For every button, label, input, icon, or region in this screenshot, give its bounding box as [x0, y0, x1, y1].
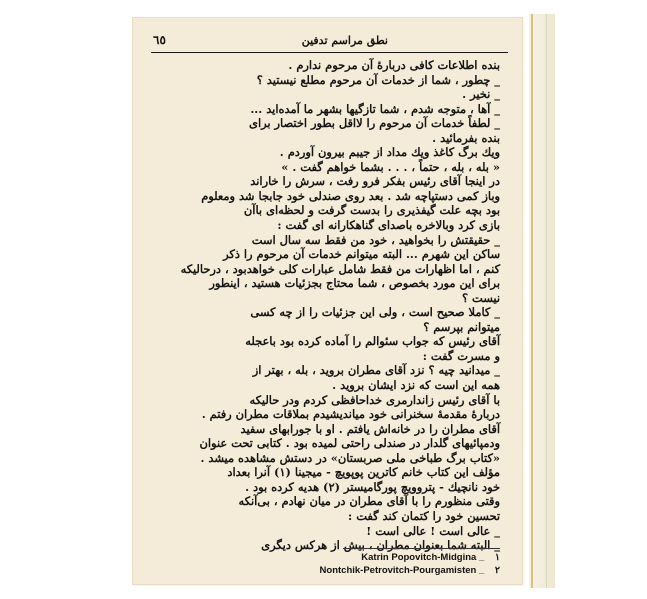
text-line: همه این است که نزد ایشان بروید . — [332, 378, 500, 393]
text-line: _ عالی است ! عالی است ! — [366, 523, 500, 538]
footnote: Katrin Popovitch-Midgina _ ١ — [361, 552, 500, 563]
text-line: میتوانم بپرسم ؟ — [423, 319, 500, 334]
footnotes — [243, 551, 500, 577]
footnote-number: ١ — [494, 552, 500, 563]
text-line: بنده اطلاعات کافی دربارهٔ آن مرحوم ندارم . — [288, 58, 500, 72]
header-rule — [151, 52, 508, 53]
text-line: آقای رئیس که جواب سئوالم را آماده کرده بود باعجله — [245, 334, 500, 349]
text-line: تحسین خود را کتمان کند گفت : — [348, 508, 500, 523]
text-line: _ میدانید چیه ؟ نزد آقای مطران بروید ، بله ، بهتر از — [252, 363, 500, 378]
text-line: ویك برگ کاغذ ویك مداد از جیبم بیرون آوردم . — [279, 145, 500, 160]
text-line: دربارهٔ مقدمهٔ سخنرانی خود میاندیشیدم بملاقات مطران رفتم . — [201, 407, 500, 422]
text-line: _ لطفاً خدمات آن مرحوم را لااقل بطور اختصار برای — [249, 116, 500, 131]
text-line: بود بچه علت گیفذیری را بدست گرفت و لحظه‌ای باآن — [243, 203, 500, 218]
text-line: نیست ؟ — [462, 290, 500, 305]
footnote-text: Katrin Popovitch-Midgina — [361, 552, 477, 563]
footnote-text: Nontchik-Petrovitch-Pourgamisten — [319, 565, 477, 576]
text-line: و مسرت گفت : — [422, 348, 500, 363]
text-line: ودمپائیهای گلدار در صندلی راحتی لمیده بود . کتابی تحت عنوان — [199, 436, 500, 451]
footnote-number: ٢ — [494, 565, 500, 576]
text-line: _ حقیقتش را بخواهید ، خود من فقط سه سال است — [251, 232, 500, 247]
footnote: Nontchik-Petrovitch-Pourgamisten _ ٢ — [319, 565, 500, 576]
page-edge-line — [531, 14, 533, 588]
body-text — [157, 58, 500, 553]
text-line: آقای مطران را در خانه‌اش یافتم . او با جورابهای سفید — [240, 421, 500, 436]
text-line: با آقای رئیس زاندارمری خداحافظی کردم ودر حالیکه — [249, 392, 500, 407]
footnote-rule — [343, 548, 500, 549]
page-edge-line — [546, 14, 547, 588]
text-line: در اینجا آقای رئیس بفکر فرو رفت ، سرش را خاراند — [250, 174, 500, 189]
text-line: برای این مورد بخصوص ، شما محتاج بجزئیات هستید ، اینطور — [209, 276, 500, 291]
page-header — [151, 30, 508, 52]
text-line: وقتی منظورم را با آقای مطران در میان نهادم ، بی‌آنکه — [238, 494, 500, 509]
page-number: ٦٥ — [153, 33, 166, 47]
text-line: «کتاب برگ طباخی ملی صربستان» در دستش مشاهده میشد . — [200, 450, 500, 465]
text-line: _ کاملا صحیح است ، ولی این جزئیات را از چه کسی — [250, 305, 500, 320]
text-line: _ چطور ، شما از خدمات آن مرحوم مطلع نیستید ؟ — [256, 72, 500, 87]
text-line: « بله ، بله ، حتماً ، . . . بشما خواهم گفت . » — [281, 159, 500, 174]
text-line: خود نانچیك - پتروویچ پورگامیستر (٢) هدیه کرده بود . — [245, 479, 500, 494]
book-page — [133, 18, 522, 584]
text-line: ساکن این شهرم ... البته میتوانم خدمات آن مرحوم را ذکر — [223, 247, 500, 262]
text-line: بنده بفرمائید . — [432, 130, 500, 145]
text-line: مؤلف این کتاب خانم کاترین پوپویچ - میجینا (١) آنرا بعداد — [227, 465, 500, 480]
text-line: _ آها ، متوجه شدم ، شما تازگیها بشهر ما آمده‌اید ... — [250, 101, 500, 116]
running-title: نطق مراسم تدفین — [301, 34, 388, 47]
text-line: بازی کرد وبالاخره باصدای گناهکارانه ای گفت : — [277, 218, 500, 233]
text-line: _ البته شما بعنوان مطران ، بیش از هرکس دیگری — [261, 538, 500, 553]
text-line: _ نخیر . — [462, 87, 500, 102]
text-line: کنم ، اما اظهارات من فقط شامل عبارات کلی خواهدبود ، درحالیکه — [180, 261, 500, 276]
text-line: وباز کمی دستپاچه شد . بعد روی صندلی خود جابجا شد ومعلوم — [201, 188, 500, 203]
